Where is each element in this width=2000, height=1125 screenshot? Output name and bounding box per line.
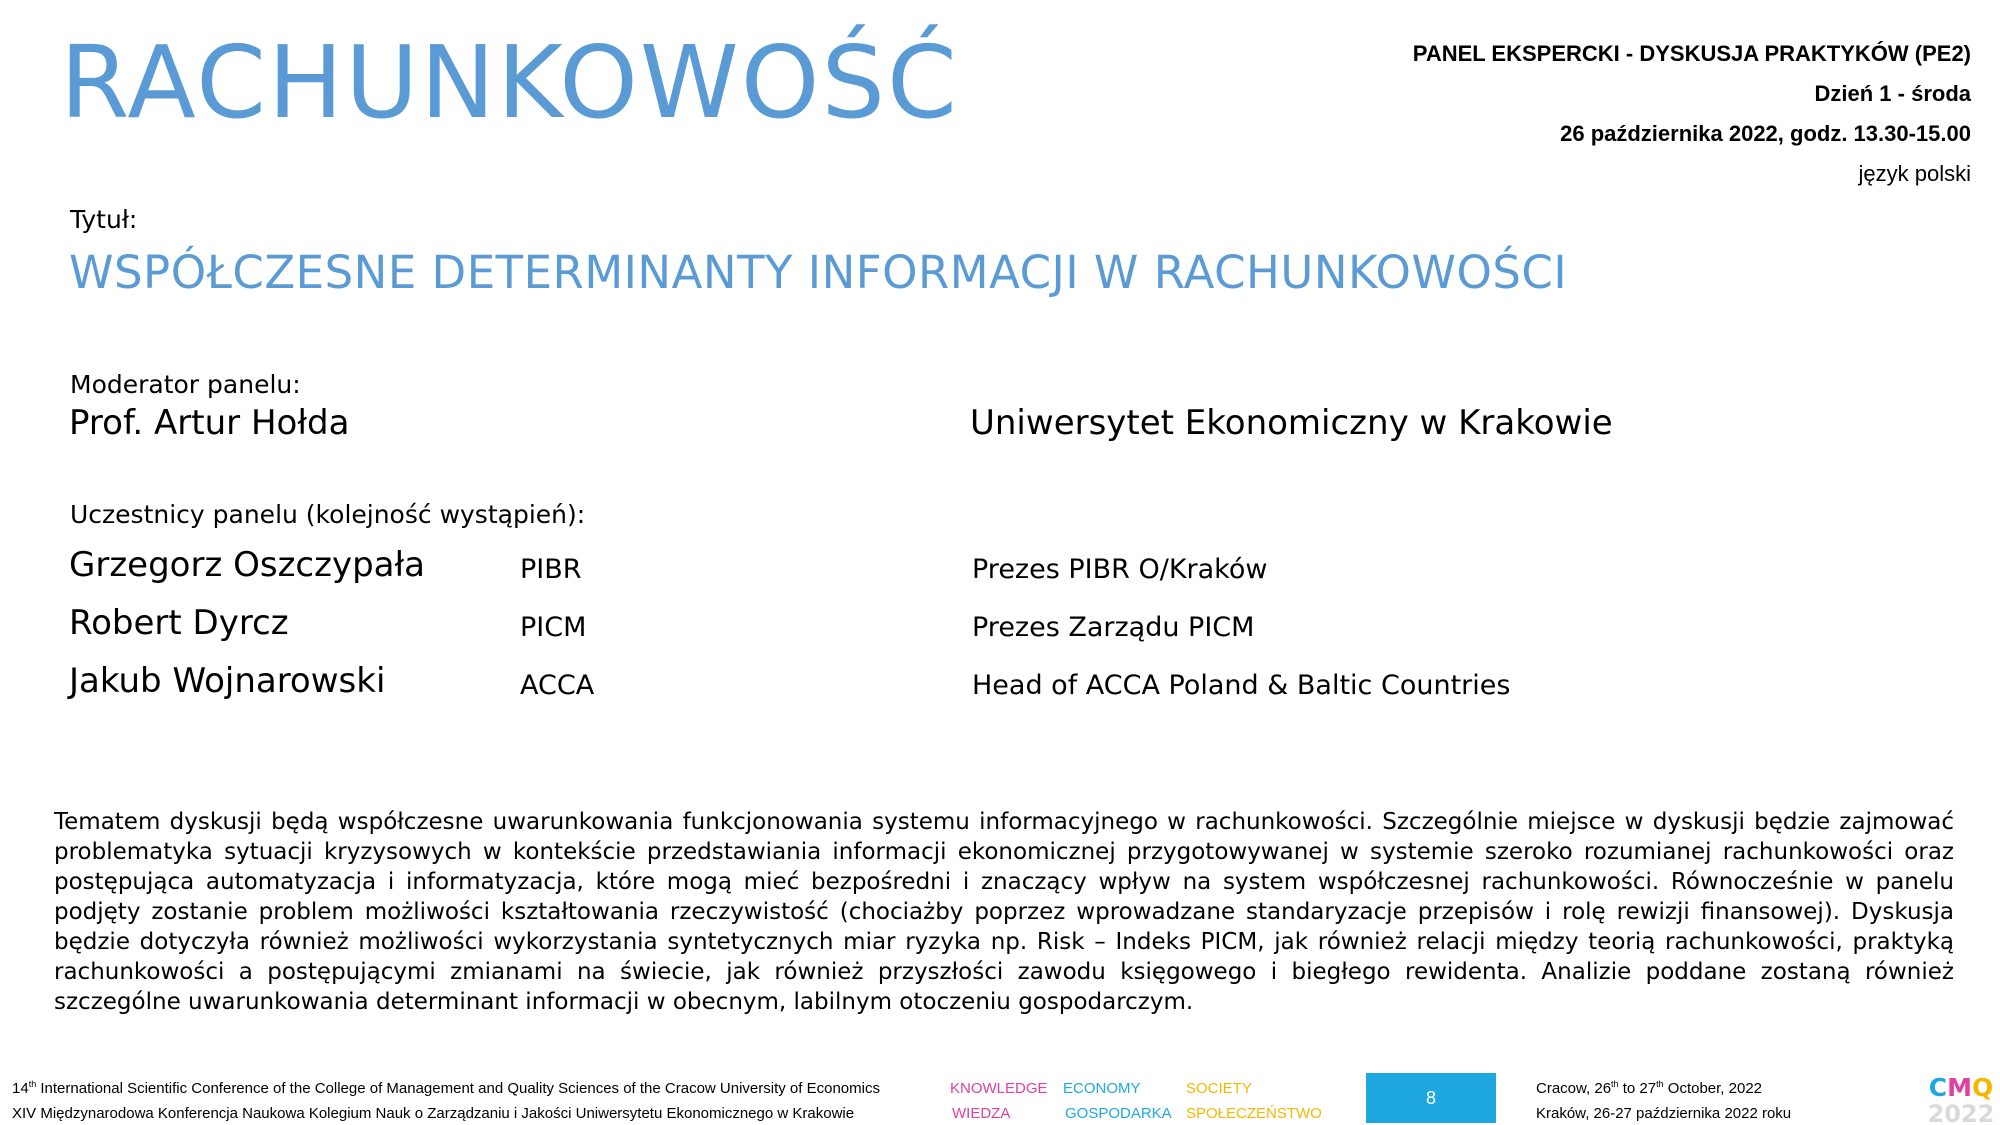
participant-org: ACCA: [520, 670, 595, 701]
conference-name-en: [12, 1080, 880, 1097]
participant-org: PICM: [520, 612, 587, 643]
logo-letter-c: C: [1928, 1073, 1948, 1102]
moderator-name: Prof. Artur Hołda: [69, 403, 350, 443]
page-number: 8: [1366, 1073, 1496, 1123]
participant-name: Jakub Wojnarowski: [69, 661, 386, 701]
participant-org: PIBR: [520, 554, 582, 585]
participant-name: Grzegorz Oszczypała: [69, 545, 426, 585]
date-en-start: Cracow, 26: [1536, 1080, 1612, 1097]
tag-economy: ECONOMY: [1063, 1080, 1141, 1097]
date-en-middle: to 27: [1618, 1080, 1657, 1097]
panel-language: język polski: [1858, 161, 1971, 186]
date-en-ordinal-1: th: [1611, 1079, 1619, 1089]
page-title: RACHUNKOWOŚĆ: [60, 24, 959, 141]
logo-year: 2022: [1927, 1100, 1995, 1124]
panel-description: Tematem dyskusji będą współczesne uwarunkowania funkcjonowania systemu informacyjnego w rachunkowości. Szczególnie miejsce w dyskusji będzie zajmować problematyka sytuacji kryzysowych w kontekście przedstawiania informacji ekonomicznej przygotowywanej w systemie szeroko rozumianej rachunkowości oraz postępująca automatyzacja i informatyzacja, które mogą mieć bezpośredni i znaczący wpływ na system współczesnej rachunkowości. Równocześnie w panelu podjęty zostanie problem możliwości kształtowania rzeczywistość (chociażby poprzez wprowadzane standaryzacje przepisów i rolę rewizji finansowej). Dyskusja będzie dotyczyła również możliwości wykorzystania syntetycznych miar ryzyka np. Risk – Indeks PICM, jak również relacji między teorią rachunkowości, praktyką rachunkowości a postępującymi zmianami na świecie, jak również przyszłości zawodu księgowego i biegłego rewidenta. Analizie poddane zostaną również szczególne uwarunkowania determinant informacji w obecnym, labilnym otoczeniu gospodarczym.: [54, 809, 1954, 1015]
participant-role: Prezes Zarządu PICM: [972, 612, 1255, 643]
tag-knowledge: KNOWLEDGE: [950, 1080, 1048, 1097]
conference-name-pl: XIV Międzynarodowa Konferencja Naukowa Kolegium Nauk o Zarządzaniu i Jakości Uniwersytetu Ekonomicznego w Krakowie: [12, 1105, 855, 1122]
participant-role: Prezes PIBR O/Kraków: [972, 554, 1268, 585]
panel-type: PANEL EKSPERCKI - DYSKUSJA PRAKTYKÓW (PE2): [1412, 41, 1971, 66]
moderator-affiliation: Uniwersytet Ekonomiczny w Krakowie: [970, 403, 1613, 443]
cmq-logo: [1925, 1072, 1997, 1124]
conference-number: 14: [12, 1080, 29, 1097]
participants-label: Uczestnicy panelu (kolejność wystąpień):: [70, 500, 586, 529]
panel-date-time: 26 października 2022, godz. 13.30-15.00: [1560, 121, 1971, 146]
logo-letter-m: M: [1947, 1073, 1972, 1102]
date-en-ordinal-2: th: [1656, 1079, 1664, 1089]
panel-info: [1413, 34, 1971, 194]
participant-name: Robert Dyrcz: [69, 603, 289, 643]
event-date-en: [1536, 1080, 1762, 1097]
panel-day: Dzień 1 - środa: [1814, 81, 1971, 106]
talk-title: WSPÓŁCZESNE DETERMINANTY INFORMACJI W RACHUNKOWOŚCI: [69, 246, 1568, 299]
moderator-label: Moderator panelu:: [70, 370, 301, 399]
tag-gospodarka: GOSPODARKA: [1065, 1105, 1172, 1122]
tag-wiedza: WIEDZA: [952, 1105, 1011, 1122]
tag-spoleczenstwo: SPOŁECZEŃSTWO: [1186, 1105, 1322, 1122]
date-en-end: October, 2022: [1663, 1080, 1763, 1097]
conference-title-en: International Scientific Conference of the College of Management and Quality Sciences of the Cracow University of Economics: [36, 1080, 880, 1097]
title-label: Tytuł:: [70, 205, 138, 234]
participant-role: Head of ACCA Poland & Baltic Countries: [972, 670, 1511, 701]
logo-cmq-text: [1929, 1073, 1994, 1102]
tag-society: SOCIETY: [1186, 1080, 1252, 1097]
logo-letter-q: Q: [1971, 1073, 1994, 1102]
conference-ordinal: th: [28, 1079, 37, 1089]
event-date-pl: Kraków, 26-27 października 2022 roku: [1536, 1105, 1792, 1122]
footer: [0, 1070, 2000, 1125]
